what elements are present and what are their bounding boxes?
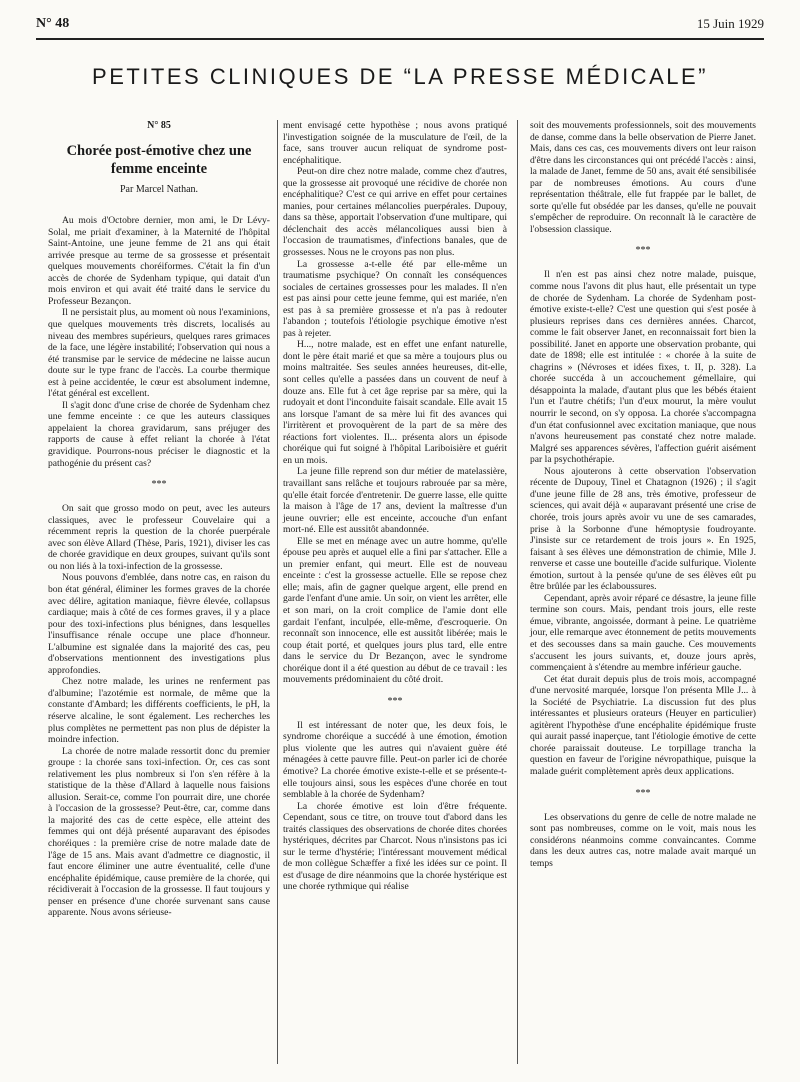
paragraph: Peut-on dire chez notre malade, comme chez d'autres, que la grossesse ait provoqué une récidive de chorée non encéphalitique? C'est ce qui arrive en effet pour certaines manies, pour certaines mélancolies puerpérales. Dupouy, dans sa thèse, apportait l'observation d'une multipare, qui déclenchait des accès mélancoliques aussi bien à l'occasion de traumatismes, d'infections banales, que de grossesses. Nous ne le croyons pas non plus. [283, 166, 507, 259]
paragraph: Cet état durait depuis plus de trois mois, accompagné d'une nervosité marquée, lorsque l'on présenta Mlle J... à la Société de Psychiatrie. La discussion fut des plus intéressantes et plusieurs orateurs (Heuyer en particulier) agitèrent l'hypothèse d'une encéphalite épidémique fruste qui aurait passé inaperçue, tant l'étiologie émotive de cette chorée paraissait douteuse. Le torpillage trancha la question en faveur de l'origine névropathique, puisque la malade guérit complètement après deux applications. [530, 673, 756, 777]
header-rule [36, 38, 764, 40]
paragraph: La grossesse a-t-elle été par elle-même un traumatisme psychique? On connaît les conséquences sociales de certaines grossesses pour les malades. Il n'en est pas ainsi pour cette jeune femme, qui est mariée, n'en est pas à sa première grossesse et n'a pas à redouter l'abandon ; toutefois l'étiologie psychique émotive n'est pas à rejeter. [283, 258, 507, 339]
paragraph: Cependant, après avoir réparé ce désastre, la jeune fille termine son cours. Mais, pendant trois jours, elle reste émue, vibrante, angoissée, dormant à peine. Le quatrième jour, elle remarque avec étonnement de petits mouvements et des secousses dans sa main gauche. Ces mouvements s'accusent les jours suivants, et, douze jours après, commençaient à s'étendre au membre inférieur gauche. [530, 592, 756, 674]
paragraph: La jeune fille reprend son dur métier de matelassière, travaillant sans relâche et toujours rabrouée par sa mère, qu'elle était forcée d'entretenir. De guerre lasse, elle quitte la maison à l'âge de 17 ans, devient la maîtresse d'un jeune ouvrier; elle est enceinte, accouche d'un enfant mort-né. Elle est aussitôt abandonnée. [283, 466, 507, 536]
issue-date: 15 Juin 1929 [696, 16, 764, 31]
paragraph: Il ne persistait plus, au moment où nous l'examinions, que quelques mouvements très discrets, localisés au niveau des membres supérieurs, quelques rares grimaces de la face, une légère instabilité; l'observation qui nous a été transmise par le service de médecine ne laisse aucun doute sur le type franc de l'accès. La courbe thermique est à peine accidentée, le cœur est absolument indemne, l'état général est excellent. [48, 307, 270, 400]
paragraph: Il s'agit donc d'une crise de chorée de Sydenham chez une femme enceinte : ce que les auteurs classiques appelaient la chorea gravidarum, sans préjuger des rapports de cause à effet reliant la chorée à l'état gravidique. Pourrons-nous préciser le diagnostic et la pathogénie du présent cas? [48, 399, 270, 469]
paragraph: H..., notre malade, est en effet une enfant naturelle, dont le père était marié et que sa mère a toujours plus ou moins maltraitée. Ses seules années heureuses, dit-elle, sont celles qu'elle a passées dans un couvent de neuf à douze ans. Elle fut à cet âge reprise par sa mère, qui la rudoyait et dont l'inconduite faisait scandale. Elle avait 15 ans lorsque l'amant de sa mère lui fit des avances qui l'irritèrent et provoquèrent de la part de sa mère des réactions fort violentes. Il... présenta alors un épisode choréique qui fut soigné à l'hôpital Lariboisière et guérit en un mois. [283, 339, 507, 466]
paragraph: Chez notre malade, les urines ne renferment pas d'albumine; l'azotémie est normale, de même que la constante d'Ambard; les différents coefficients, le pH, la réserve alcaline, le sont également. Les recherches les plus complètes ne permettent pas non plus de dépister la moindre infection. [48, 676, 270, 746]
issue-number: N° 48 [36, 16, 70, 31]
section-break: *** [635, 245, 651, 257]
paragraph: On sait que grosso modo on peut, avec les auteurs classiques, avec le professeur Couvelaire qui a récemment repris la question de la chorée puerpérale avec son élève Allard (Thèse, Paris, 1921), diviser les cas de chorée gravidique en deux groupes, suivant qu'ils sont ou non liés à la toxi-infection de la grossesse. [48, 503, 270, 572]
article-byline: Par Marcel Nathan. [119, 183, 199, 195]
paragraph: soit des mouvements professionnels, soit des mouvements de danse, comme dans la belle observation de Pierre Janet. Mais, dans ces cas, ces mouvements divers ont leur raison d'être dans les circonstances qui ont précédé l'accès : ainsi, la malade de Janet, femme de 50 ans, avait été sensibilisée par de nombreuses émotions. Au cours d'une représentation théâtrale, elle fut frappée par le ballet, de sorte qu'elle fut obsédée par les danses, qu'elle ne pouvait s'empêcher de reproduire. On reconnaît là le caractère de l'obsession classique. [530, 120, 756, 235]
section-break: *** [151, 479, 167, 491]
paragraph: Nous ajouterons à cette observation l'observation récente de Dupouy, Tinel et Chatagnon (1926) ; il s'agit d'une jeune fille de 28 ans, très émotive, professeur de sciences, qui avait déjà « auparavant présenté une crise de chorée, trois jours après avoir vu une de ses camarades, prise à la Sorbonne d'une hémoptysie foudroyante. J'insiste sur ce retardement de trois jours ». En 1925, faisant à ses élèves une démonstration de chimie, Mlle J. renverse et casse une bouteille d'acide sulfurique. Violente émotion, surtout à la pensée qu'une de ses élèves eût pu être brûlée par les éclaboussures. [530, 465, 756, 593]
column-1 [48, 120, 270, 919]
section-banner: PETITES CLINIQUES DE “LA PRESSE MÉDICALE” [92, 64, 708, 89]
article-title: Chorée post-émotive chez une femme enceinte [66, 142, 252, 177]
column-divider [277, 120, 278, 1064]
paragraph: Les observations du genre de celle de notre malade ne sont pas nombreuses, comme on le voit, mais nous les considérons néanmoins comme convaincantes. Comme dans les deux autres cas, notre malade avait marqué un temps [530, 811, 756, 869]
section-break: *** [635, 787, 651, 799]
column-2 [283, 120, 507, 893]
paragraph: Elle se met en ménage avec un autre homme, qu'elle épouse peu après et auquel elle a fini par s'attacher. Elle a un premier enfant, qui meurt. Elle est de nouveau enceinte : c'est la grossesse actuelle. Elle se repose chez elle; mais, afin de gagner quelque argent, elle prend en garde l'enfant d'une amie. Un soir, on vient les arrêter, elle et son mari, on la croit complice de l'amie dont elle gardait l'enfant, inculpée, elle-même, d'escroquerie. On reconnaît son innocence, elle est aussitôt libérée; mais le coup était porté, et quelques jours plus tard, elle entre dans le service du Dr Bezançon, avec le syndrome choréique dont il a été question au début de ce travail : les mouvements prédominaient du côté droit. [283, 535, 507, 686]
column-3 [530, 120, 756, 869]
section-break: *** [387, 695, 403, 707]
paragraph: Au mois d'Octobre dernier, mon ami, le Dr Lévy-Solal, me priait d'examiner, à la Maternité de l'hôpital Saint-Antoine, une jeune femme de 21 ans qui était arrivée presque au terme de sa grossesse et présentait quelques mouvements choréiformes. C'était la fin d'un accès de chorée de Sydenham typique, qui datait d'un mois environ et qui avait été traité dans le service du Professeur Bezançon. [48, 215, 270, 307]
column-divider [517, 120, 518, 1064]
paragraph: Il est intéressant de noter que, les deux fois, le syndrome choréique a succédé à une émotion, émotion plus violente que les autres qui n'avaient guère été ménagées à cette pauvre fille. Peut-on parler ici de chorée émotive? La chorée émotive existe-t-elle et se présente-t-elle toujours ainsi, sous les espèces d'une chorée en tout semblable à la chorée de Sydenham? [283, 719, 507, 801]
paragraph: Il n'en est pas ainsi chez notre malade, puisque, comme nous l'avons dit plus haut, elle présentait un type de chorée de Sydenham. La chorée de Sydenham post-émotive existe-t-elle? C'est une question qui s'est posée à plusieurs reprises dans ces dernières années. Charcot, comme le fait observer Janet, en reconnaissait fort bien la possibilité. Janet en apporte une observation probante, qui date de 1898; elle est intitulée : « chorée à la suite de chagrins » (Névroses et idées fixes, t. II, p. 328). La chorée succéda à un accouchement gémellaire, qui désappointa la malade, d'autant plus que les bébés étaient l'un et l'autre chétifs; l'un d'eux mourut, la mère voulut nourrir le second, on s'y opposa. La chorée s'accompagna d'un état confusionnel avec excitation maniaque, que nous n'avons heureusement pas constaté chez notre malade. Malgré ses apparences sévères, l'affection guérit aisément par la psychothérapie. [530, 269, 756, 466]
paragraph: La chorée de notre malade ressortit donc du premier groupe : la chorée sans toxi-infection. Or, ces cas sont relativement les plus nombreux si l'on s'en réfère à la statistique de la thèse d'Allard à laquelle nous faisions allusion. Serait-ce, comme l'on pourrait dire, une chorée à l'occasion de la grossesse? Peut-être, car, comme dans la majorité des cas de cette espèce, elle atteint des femmes qui ont déjà présenté auparavant des épisodes choréiques : la première crise de notre malade date de l'âge de 15 ans. Mais avant d'admettre ce diagnostic, il faut encore éliminer une autre éventualité, celle d'une encéphalite épidémique, cause première de la chorée, qui récidiverait à l'occasion de la grossesse. Il faut toujours y penser en présence d'une chorée survenant sans cause apparente. Nous avons sérieuse- [48, 745, 270, 919]
paragraph: La chorée émotive est loin d'être fréquente. Cependant, sous ce titre, on trouve tout d'abord dans les traités classiques des observations de chorée dites chorées hystériques, décrites par Charcot. Nous n'insistons pas ici sur le terme d'hystérie; l'intéressant mouvement médical de mon collègue Schæffer a fixé les idées sur ce point. Il est d'usage de dire néanmoins que la chorée hystérique est une chorée rythmique qui réalise [283, 800, 507, 893]
paragraph: ment envisagé cette hypothèse ; nous avons pratiqué l'investigation soignée de la musculature de l'œil, de la face, sans trouver aucun reliquat de syndrome post-encéphalitique. [283, 120, 507, 166]
paragraph: Nous pouvons d'emblée, dans notre cas, en raison du bon état général, éliminer les formes graves de la chorée avec délire, agitation maniaque, fièvre élevée, collapsus cardiaque; mais à côté de ces formes graves, il y a place pour des toxi-infections plus bénignes, dans lesquelles l'insuffisance rénale occupe une place d'honneur. L'albumine est signalée dans la majorité des cas, peu d'observations mentionnent des investigations plus approfondies. [48, 572, 270, 676]
article-number: N° 85 [147, 120, 171, 131]
